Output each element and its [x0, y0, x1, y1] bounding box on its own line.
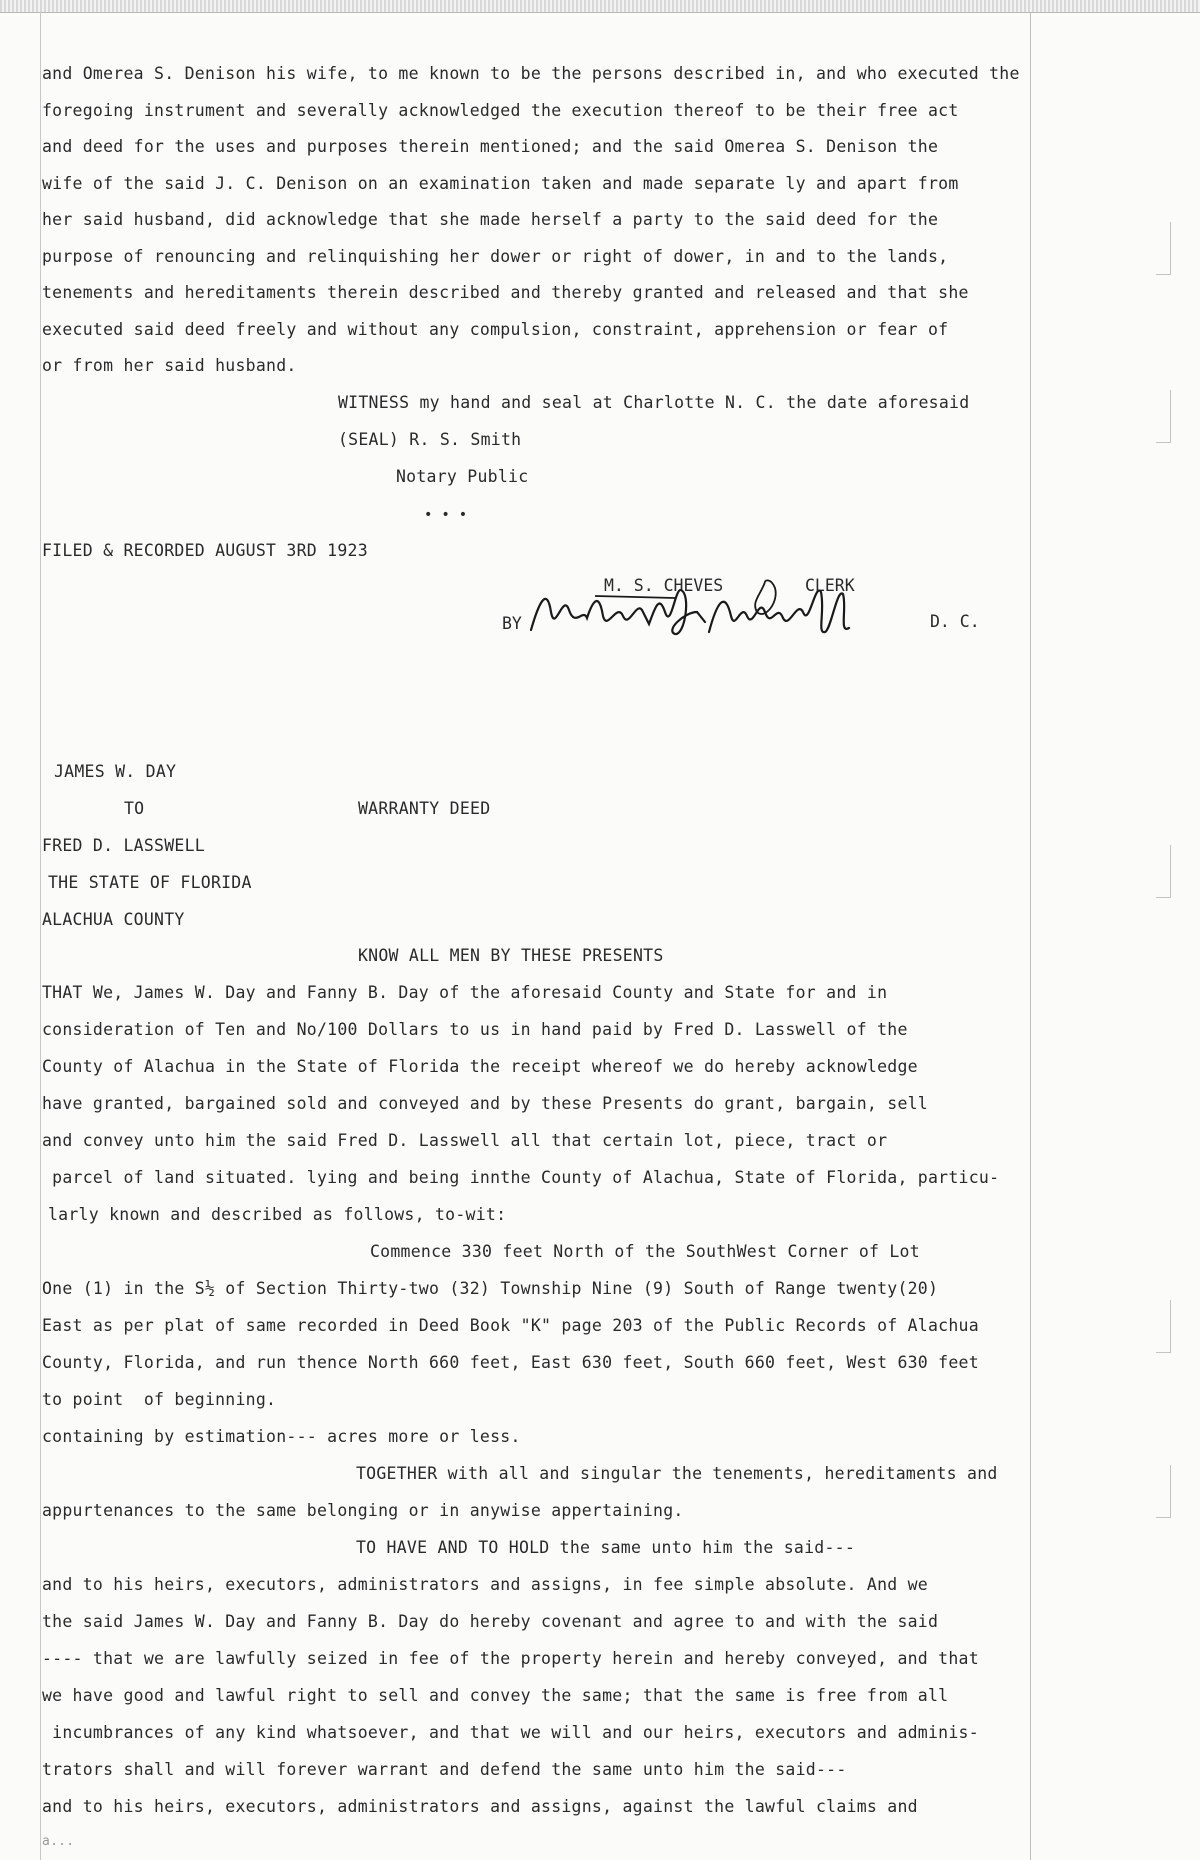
binding-mark	[1156, 390, 1171, 443]
ack-line: or from her said husband.	[42, 356, 297, 375]
by-label: BY	[502, 614, 522, 633]
grantor-name: JAMES W. DAY	[54, 762, 177, 781]
description-line: containing by estimation--- acres more or less.	[42, 1427, 521, 1446]
deed-line: consideration of Ten and No/100 Dollars to us in hand paid by Fred D. Lasswell of the	[42, 1020, 908, 1039]
deed-heading: KNOW ALL MEN BY THESE PRESENTS	[358, 946, 664, 965]
deputy-clerk: D. C.	[930, 612, 980, 631]
ack-line: and Omerea S. Denison his wife, to me known to be the persons described in, and who executed the	[42, 64, 1020, 83]
section-dots: • • •	[424, 507, 468, 523]
document-type: WARRANTY DEED	[358, 799, 491, 818]
ack-line: foregoing instrument and severally acknowledged the execution thereof to be their free act	[42, 101, 959, 120]
description-line: One (1) in the S½ of Section Thirty-two (32) Township Nine (9) South of Range twenty(20)	[42, 1279, 939, 1298]
description-line: to point of beginning.	[42, 1390, 277, 1409]
description-line: Commence 330 feet North of the SouthWest Corner of Lot	[370, 1242, 920, 1261]
ack-line: tenements and hereditaments therein described and thereby granted and released and that she	[42, 283, 969, 302]
deed-line: THAT We, James W. Day and Fanny B. Day of the aforesaid County and State for and in	[42, 983, 888, 1002]
habendum-line: we have good and lawful right to sell and convey the same; that the same is free from all	[42, 1686, 949, 1705]
seal-line: (SEAL) R. S. Smith	[338, 430, 522, 449]
deputy-signature	[525, 572, 855, 652]
together-line: TOGETHER with all and singular the tenements, hereditaments and	[356, 1464, 998, 1483]
right-margin-rule	[1030, 12, 1031, 1860]
habendum-line: and to his heirs, executors, administrators and assigns, in fee simple absolute. And we	[42, 1575, 928, 1594]
state-line: THE STATE OF FLORIDA	[48, 873, 252, 892]
habendum-line: the said James W. Day and Fanny B. Day do hereby covenant and agree to and with the said	[42, 1612, 939, 1631]
habendum-line: and to his heirs, executors, administrators and assigns, against the lawful claims and	[42, 1797, 918, 1816]
county-line: ALACHUA COUNTY	[42, 910, 185, 929]
filed-recorded: FILED & RECORDED AUGUST 3RD 1923	[42, 541, 368, 560]
page-top-border	[0, 0, 1200, 13]
notary-title: Notary Public	[396, 467, 529, 486]
clerk-title: CLERK	[805, 576, 855, 595]
habendum-line: trators shall and will forever warrant and defend the same unto him the said---	[42, 1760, 847, 1779]
grantee-name: FRED D. LASSWELL	[42, 836, 205, 855]
binding-mark	[1156, 1465, 1171, 1518]
witness-line: WITNESS my hand and seal at Charlotte N. C. the date aforesaid	[338, 393, 970, 412]
deed-line: parcel of land situated. lying and being innthe County of Alachua, State of Florida, particu-	[42, 1168, 1000, 1187]
binding-mark	[1156, 1300, 1171, 1353]
left-margin-rule	[40, 12, 41, 1860]
habendum-line: incumbrances of any kind whatsoever, and that we will and our heirs, executors and adminis-	[42, 1723, 979, 1742]
deed-line: and convey unto him the said Fred D. Lasswell all that certain lot, piece, tract or	[42, 1131, 888, 1150]
description-line: County, Florida, and run thence North 660 feet, East 630 feet, South 660 feet, West 630 feet	[42, 1353, 979, 1372]
habendum-line: a...	[42, 1834, 75, 1849]
ack-line: purpose of renouncing and relinquishing her dower or right of dower, in and to the lands,	[42, 247, 949, 266]
ack-line: executed said deed freely and without any compulsion, constraint, apprehension or fear of	[42, 320, 949, 339]
together-line: appurtenances to the same belonging or in anywise appertaining.	[42, 1501, 684, 1520]
habendum-line: ---- that we are lawfully seized in fee of the property herein and hereby conveyed, and that	[42, 1649, 979, 1668]
habendum-line: TO HAVE AND TO HOLD the same unto him the said---	[356, 1538, 856, 1557]
deed-line: larly known and described as follows, to-wit:	[48, 1205, 507, 1224]
deed-line: have granted, bargained sold and conveyed and by these Presents do grant, bargain, sell	[42, 1094, 928, 1113]
clerk-name: M. S. CHEVES	[604, 576, 724, 595]
description-line: East as per plat of same recorded in Deed Book "K" page 203 of the Public Records of Alachua	[42, 1316, 979, 1335]
binding-mark	[1156, 222, 1171, 275]
to-label: TO	[124, 799, 145, 818]
deed-line: County of Alachua in the State of Florida the receipt whereof we do hereby acknowledge	[42, 1057, 918, 1076]
ack-line: and deed for the uses and purposes therein mentioned; and the said Omerea S. Denison the	[42, 137, 939, 156]
ack-line: her said husband, did acknowledge that she made herself a party to the said deed for the	[42, 210, 939, 229]
ack-line: wife of the said J. C. Denison on an examination taken and made separate ly and apart from	[42, 174, 959, 193]
binding-mark	[1156, 845, 1171, 898]
